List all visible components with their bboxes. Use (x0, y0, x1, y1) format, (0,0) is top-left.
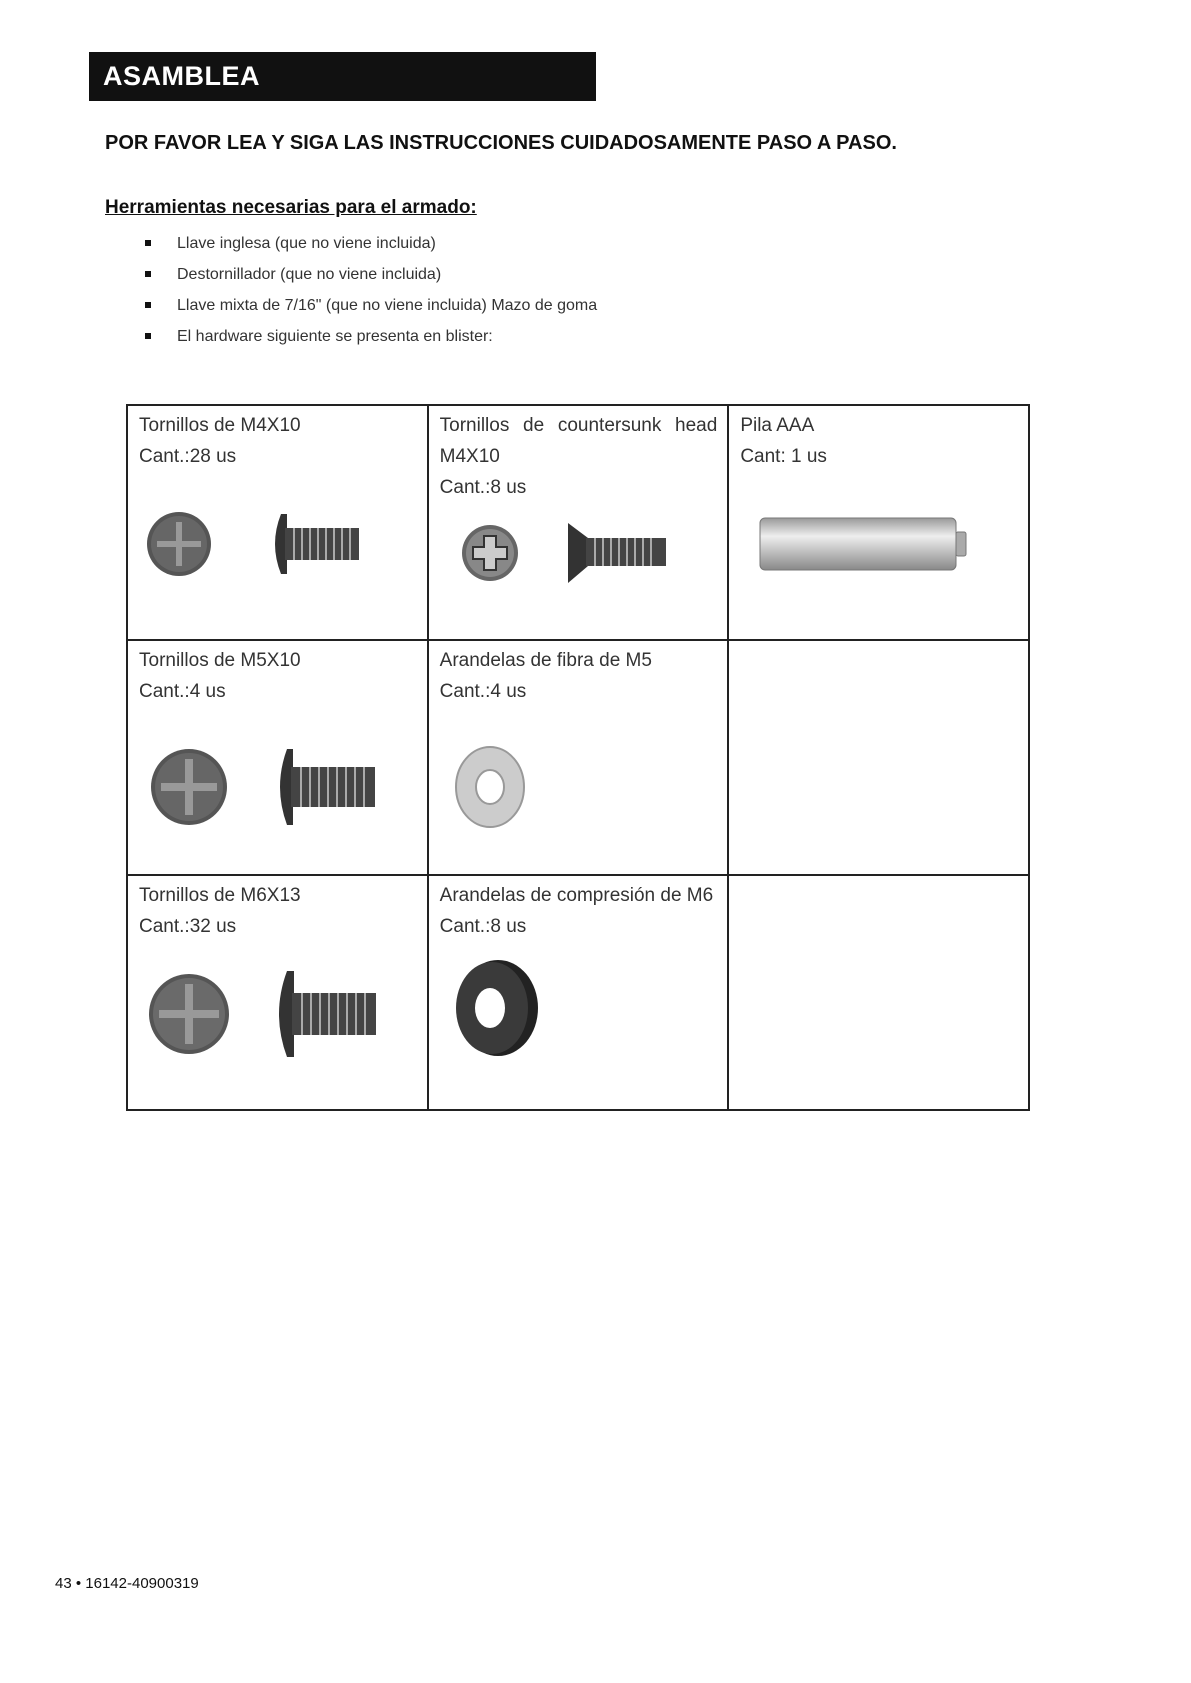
hardware-row (127, 875, 1029, 1110)
part-quantity: Cant.:32 us (139, 916, 237, 937)
tools-heading: Herramientas necesarias para el armado: (105, 197, 477, 218)
part-quantity: Cant.:4 us (439, 681, 527, 702)
tools-list-item: Llave mixta de 7/16" (que no viene incluida) Mazo de goma (145, 290, 597, 321)
hardware-table (126, 404, 1030, 1111)
compression-washer-icon (440, 952, 718, 1062)
part-name: Tornillos de M5X10 (139, 650, 301, 671)
hardware-cell-fiber-washer-m5 (428, 640, 729, 875)
section-title: ASAMBLEA (103, 61, 260, 91)
part-quantity: Cant.:8 us (439, 916, 527, 937)
part-name: Arandelas de fibra de M5 (439, 650, 652, 671)
tools-list-item: El hardware siguiente se presenta en blister: (145, 321, 597, 352)
hardware-cell-aaa-battery (728, 405, 1029, 640)
part-quantity: Cant.:8 us (439, 477, 527, 498)
hardware-cell-compression-washer-m6 (428, 875, 729, 1110)
hardware-row (127, 405, 1029, 640)
hardware-cell-m4x10 (127, 405, 428, 640)
part-name: Pila AAA (740, 415, 815, 436)
hardware-cell-countersunk-m4x10 (428, 405, 729, 640)
pan-head-screw-icon (139, 964, 417, 1064)
part-quantity: Cant.:4 us (139, 681, 226, 702)
page-footer: 43 • 16142-40900319 (55, 1575, 199, 1592)
part-quantity: Cant: 1 us (740, 446, 827, 467)
tools-list-item: Destornillador (que no viene incluida) (145, 259, 597, 290)
hardware-cell-m5x10 (127, 640, 428, 875)
section-title-bar (89, 52, 596, 101)
part-name: Tornillos de M6X13 (139, 885, 301, 906)
hardware-cell-empty (728, 640, 1029, 875)
tools-list (145, 228, 597, 352)
aaa-battery-icon (740, 494, 1018, 594)
hardware-cell-empty (728, 875, 1029, 1110)
hardware-cell-m6x13 (127, 875, 428, 1110)
tools-list-item: Llave inglesa (que no viene incluida) (145, 228, 597, 259)
part-name: Tornillos de countersunk head M4X10 (439, 415, 718, 467)
hardware-row (127, 640, 1029, 875)
pan-head-screw-icon (139, 737, 417, 837)
pan-head-screw-icon (139, 494, 417, 594)
instruction-text: POR FAVOR LEA Y SIGA LAS INSTRUCCIONES CUIDADOSAMENTE PASO A PASO. (105, 132, 897, 154)
part-name: Arandelas de compresión de M6 (439, 885, 714, 906)
part-quantity: Cant.:28 us (139, 446, 237, 467)
part-name: Tornillos de M4X10 (139, 415, 301, 436)
fiber-washer-icon (440, 737, 718, 837)
countersunk-screw-icon (440, 503, 718, 603)
